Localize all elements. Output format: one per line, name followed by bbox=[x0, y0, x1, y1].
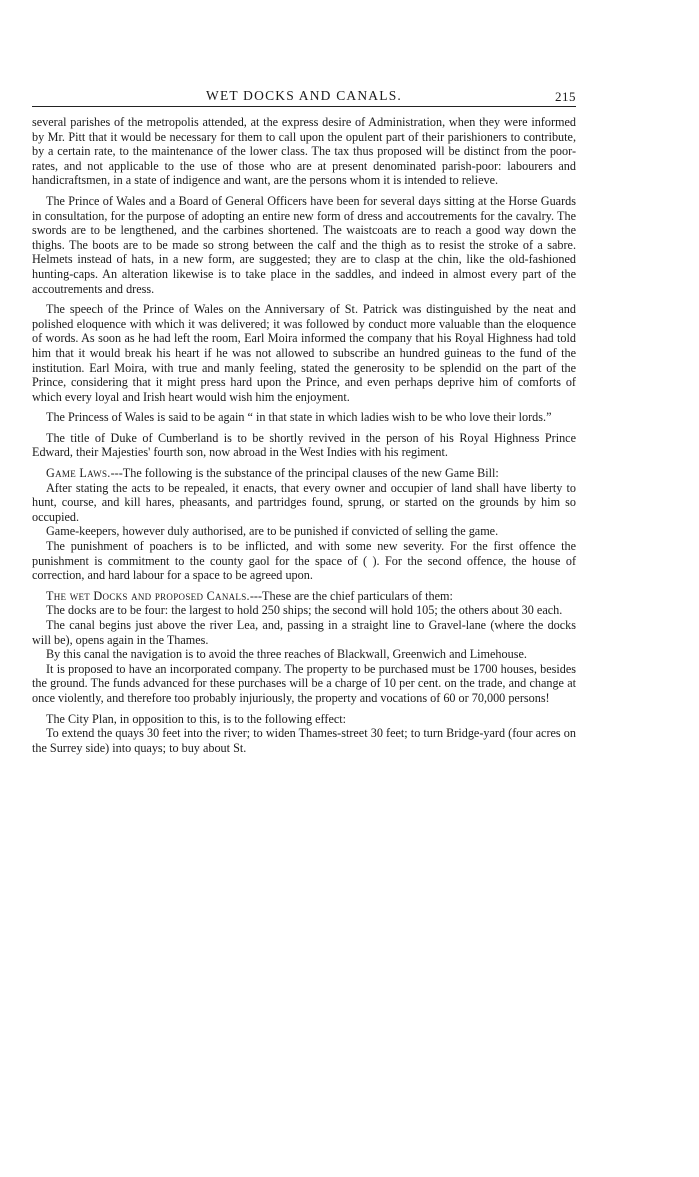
section-lead: Game Laws. bbox=[46, 466, 111, 481]
paragraph: The canal begins just above the river Lea, and, passing in a straight line to Gravel-lane (where the docks will be), opens again in the Thames. bbox=[32, 618, 576, 647]
paragraph: The punishment of poachers is to be inflicted, and with some new severity. For the first offence the punishment is commitment to the county gaol for the space of ( ). For the second offence, the house of correction, and hard labour for a space to be agreed upon. bbox=[32, 539, 576, 583]
paragraph: Game Laws.---The following is the substance of the principal clauses of the new Game Bill: bbox=[46, 466, 499, 481]
paragraph: By this canal the navigation is to avoid the three reaches of Blackwall, Greenwich and Limehouse. bbox=[46, 647, 527, 662]
paragraph: Game-keepers, however duly authorised, are to be punished if convicted of selling the game. bbox=[46, 524, 499, 539]
page-number: 215 bbox=[555, 89, 576, 104]
page-header bbox=[32, 86, 576, 107]
paragraph: To extend the quays 30 feet into the river; to widen Thames-street 30 feet; to turn Bridge-yard (four acres on the Surrey side) into quays; to buy about St. bbox=[32, 726, 576, 755]
paragraph: several parishes of the metropolis attended, at the express desire of Administration, when they were informed by Mr. Pitt that it would be necessary for them to call upon the opulent part of their parishioners to contribute, by a certain rate, to the maintenance of the lower class. The tax thus proposed will be distinct from the poor-rates, and not applicable to the use of those who are at present denominated parish-poor: labourers and handicraftsmen, in a state of indigence and want, are the persons whom it is intended to relieve. bbox=[32, 115, 576, 188]
paragraph: The wet Docks and proposed Canals.---These are the chief particulars of them: bbox=[46, 588, 453, 603]
paragraph: The docks are to be four: the largest to hold 250 ships; the second will hold 105; the others about 30 each. bbox=[46, 603, 563, 618]
paragraph: The City Plan, in opposition to this, is to the following effect: bbox=[46, 711, 347, 726]
paragraph: After stating the acts to be repealed, it enacts, that every owner and occupier of land shall have liberty to hunt, course, and kill hares, pheasants, and partridges found, sprung, or started on the grounds by him so occupied. bbox=[32, 480, 576, 524]
paragraph: The title of Duke of Cumberland is to be shortly revived in the person of his Royal Highness Prince Edward, their Majesties' fourth son, now abroad in the West Indies with his regiment. bbox=[32, 430, 576, 460]
body-text bbox=[32, 115, 576, 755]
section-lead: The wet Docks and proposed Canals. bbox=[46, 588, 250, 603]
document-page bbox=[32, 86, 576, 755]
running-title: WET DOCKS AND CANALS. bbox=[206, 88, 402, 103]
paragraph: The speech of the Prince of Wales on the Anniversary of St. Patrick was distinguished by the neat and polished eloquence with which it was delivered; it was followed by conduct more valuable than the eloquence of words. As soon as he had left the room, Earl Moira informed the company that his Royal Highness had told him that it would break his heart if he was not allowed to subscribe an hundred guineas to the fund of the institution. Earl Moira, with true and manly feeling, stated the generosity to be splendid on the part of the Prince, considering that it might press hard upon the Prince, and even perhaps deprive him of comforts of which every loyal and Irish heart would wish him the enjoyment. bbox=[32, 302, 576, 404]
paragraph: It is proposed to have an incorporated company. The property to be purchased must be 1700 houses, besides the ground. The funds advanced for these purchases will be a charge of 10 per cent. on the trade, and change at once violently, and therefore too probably injuriously, the property and vocations of 60 or 70,000 persons! bbox=[32, 661, 576, 705]
paragraph: The Princess of Wales is said to be again “ in that state in which ladies wish to be who love their lords.” bbox=[46, 410, 552, 425]
paragraph: The Prince of Wales and a Board of General Officers have been for several days sitting at the Horse Guards in consultation, for the purpose of adopting an entire new form of dress and accoutrements for the cavalry. The swords are to be lengthened, and the carbines shortened. The waistcoats are to reach a good way down the thighs. The boots are to be made so strong between the calf and the thigh as to resist the stroke of a sabre. Helmets instead of hats, in a new form, are suggested; they are to clasp at the chin, like the old-fashioned hunting-caps. An alteration likewise is to take place in the saddles, and indeed in almost every part of the accoutrements and dress. bbox=[32, 193, 576, 296]
